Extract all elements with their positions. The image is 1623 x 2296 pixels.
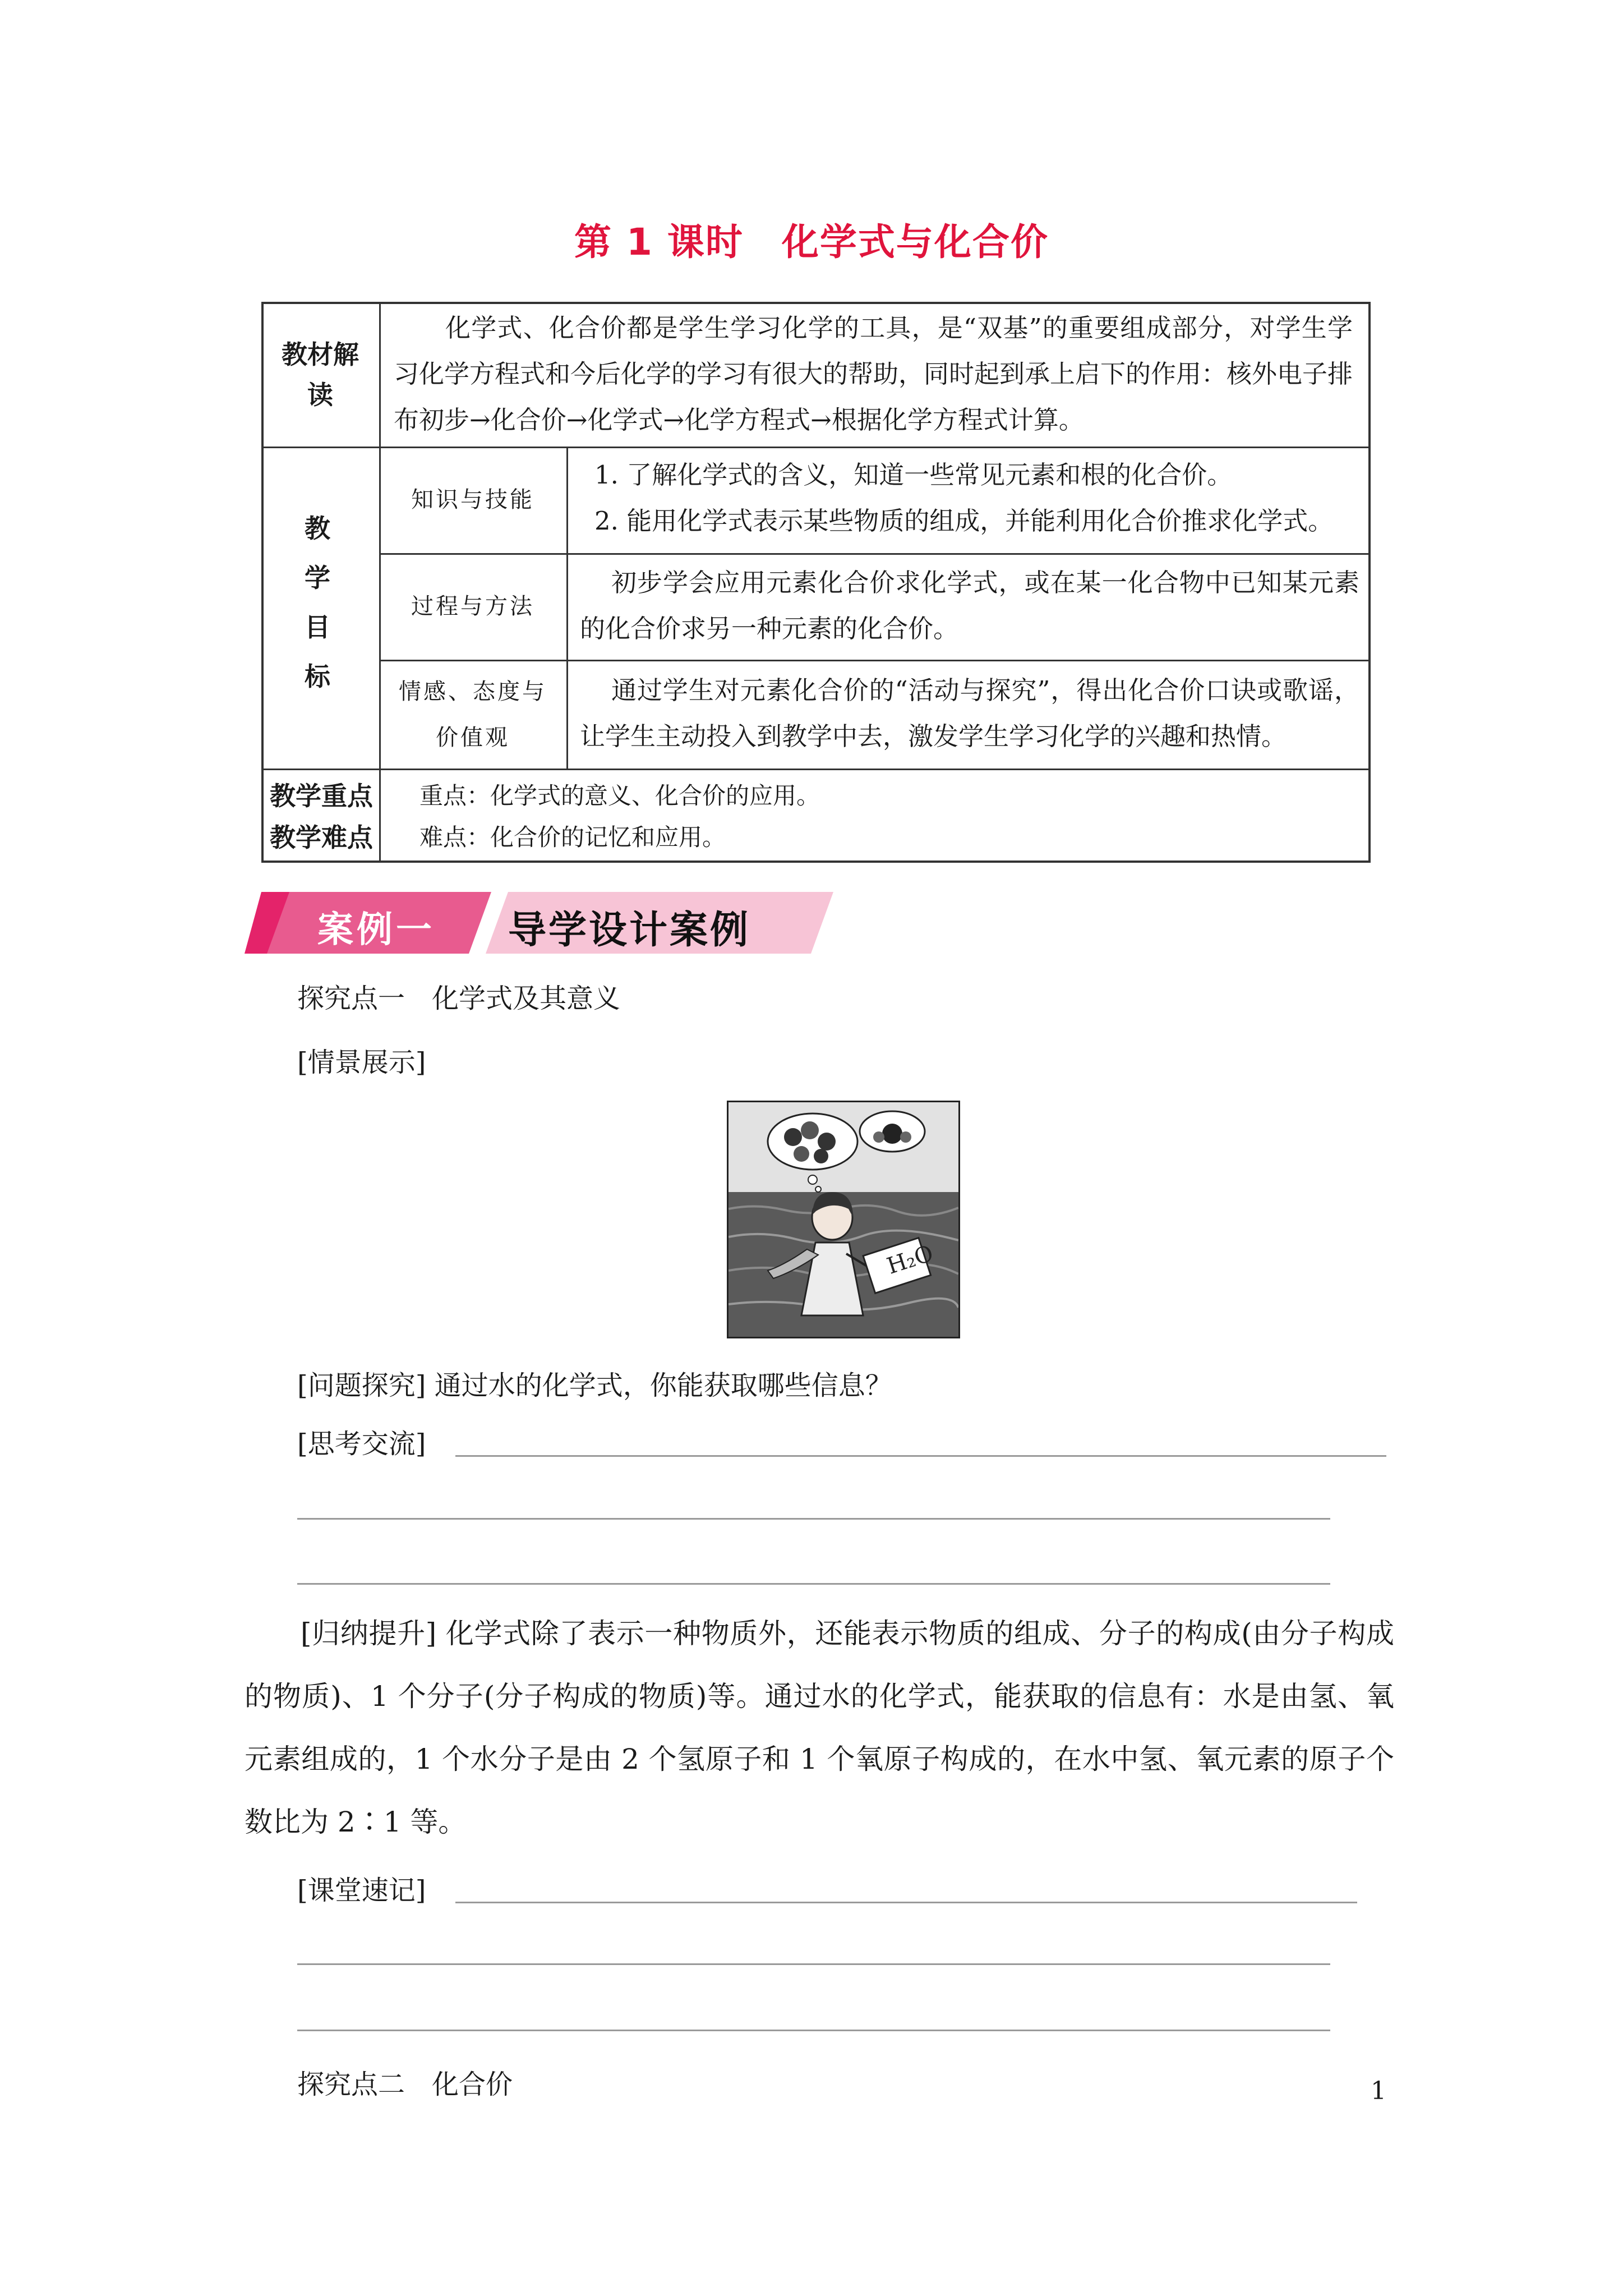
objective-knowledge-label: 知识与技能 bbox=[411, 487, 534, 513]
section-heading-1: 探究点一 化学式及其意义 bbox=[297, 983, 621, 1014]
objective-process-label: 过程与方法 bbox=[411, 593, 534, 619]
objective-knowledge-line2: 2. 能用化学式表示某些物质的组成，并能利用化合价推求化学式。 bbox=[594, 506, 1334, 536]
answer-line-3[interactable] bbox=[297, 1583, 1330, 1585]
scene-label: [情景展示] bbox=[297, 1047, 426, 1078]
difficulties-text: 难点：化合价的记忆和应用。 bbox=[419, 823, 726, 851]
row-head-textbook-text: 教材解读 bbox=[282, 339, 359, 410]
textbook-analysis-text: 化学式、化合价都是学生学习化学的工具，是“双基”的重要组成部分，对学生学习化学方程式和今后化学的学习有很大的帮助，同时起到承上启下的作用：核外电子排布初步→化合价→化学式→化学方程式→根据化学方程式计算。 bbox=[394, 313, 1353, 435]
row-head-objectives: 教学目标 bbox=[305, 513, 330, 692]
illustration-art bbox=[728, 1102, 958, 1337]
page-number: 1 bbox=[1371, 2077, 1386, 2105]
keypoints-text: 重点：化学式的意义、化合价的应用。 bbox=[419, 782, 820, 809]
objective-attitude-text: 通过学生对元素化合价的“活动与探究”，得出化合价口诀或歌谣，让学生主动投入到教学中去，激发学生学习化学的兴趣和热情。 bbox=[580, 675, 1359, 751]
summary-paragraph: [归纳提升] 化学式除了表示一种物质外，还能表示物质的组成、分子的构成(由分子构成的物质)、1 个分子(分子构成的物质)等。通过水的化学式，能获取的信息有：水是由氢、氧元素组成的，1 个水分子是由 2 个氢原子和 1 个氧原子构成的，在水中氢、氧元素的原子个数比为 2∶1 等。 bbox=[245, 1617, 1394, 1838]
row-head-keypoints: 教学重点 bbox=[270, 781, 373, 811]
notes-label: [课堂速记] bbox=[297, 1875, 426, 1906]
think-label: [思考交流] bbox=[297, 1428, 426, 1460]
lesson-overview-table bbox=[261, 302, 1371, 863]
section-heading-2: 探究点二 化合价 bbox=[297, 2069, 513, 2100]
objective-attitude-label: 情感、态度与价值观 bbox=[399, 679, 547, 751]
answer-line-2[interactable] bbox=[297, 1518, 1330, 1520]
banner-tag: 案例一 bbox=[317, 909, 435, 951]
water-formula-card-text: H₂O bbox=[883, 1240, 937, 1280]
row-head-difficulties: 教学难点 bbox=[270, 822, 373, 853]
banner-title: 导学设计案例 bbox=[508, 908, 751, 953]
notes-line-3[interactable] bbox=[297, 2030, 1330, 2031]
objective-process-text: 初步学会应用元素化合价求化学式，或在某一化合物中已知某元素的化合价求另一种元素的化合价。 bbox=[580, 568, 1359, 643]
notes-line-1[interactable] bbox=[455, 1902, 1357, 1903]
row-head-textbook bbox=[278, 334, 362, 415]
objective-knowledge-line1: 1. 了解化学式的含义，知道一些常见元素和根的化合价。 bbox=[594, 460, 1233, 490]
notes-line-2[interactable] bbox=[297, 1963, 1330, 1965]
girl-at-sea-illustration bbox=[727, 1101, 960, 1338]
page-title: 第 1 课时 化学式与化合价 bbox=[574, 220, 1049, 264]
answer-line-1[interactable] bbox=[455, 1455, 1386, 1457]
question-prompt: [问题探究] 通过水的化学式，你能获取哪些信息？ bbox=[297, 1370, 892, 1401]
case-banner bbox=[245, 892, 833, 954]
